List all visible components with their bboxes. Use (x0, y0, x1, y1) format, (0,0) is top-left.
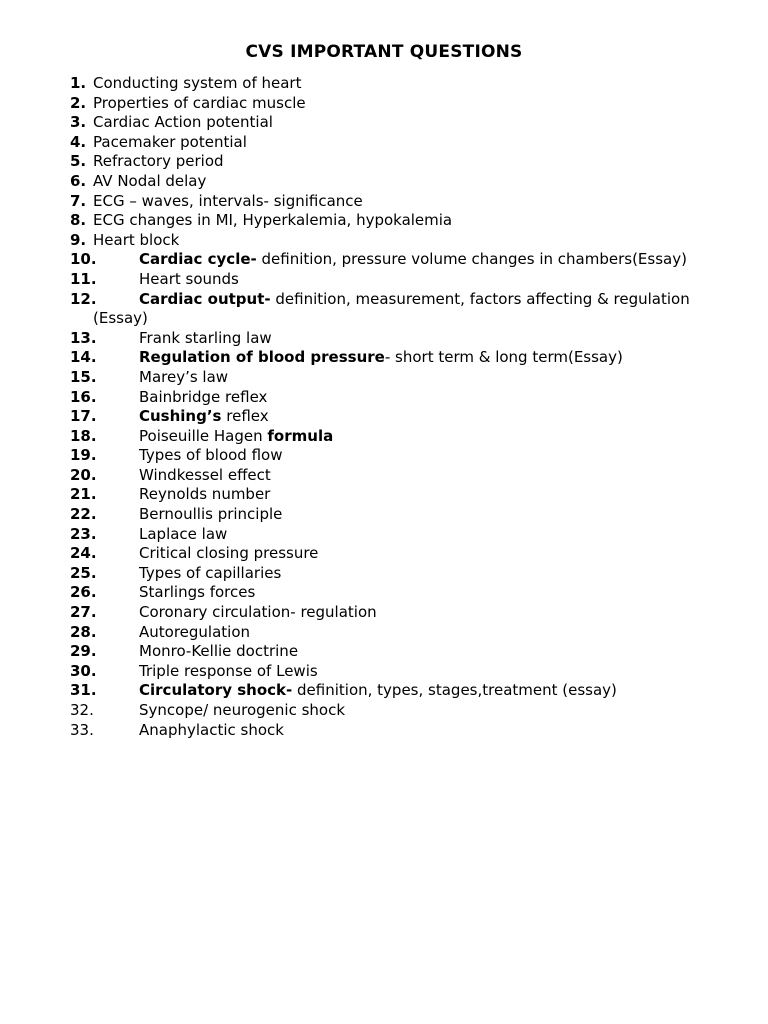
question-text-segment: Reynolds number (139, 485, 271, 504)
question-text (70, 231, 730, 251)
question-number: 21. (70, 485, 97, 504)
question-item (70, 152, 730, 172)
question-item (70, 623, 730, 643)
question-text-segment: Marey’s law (139, 367, 229, 386)
question-text (70, 466, 730, 486)
question-number: 15. (70, 367, 97, 386)
question-item (70, 505, 730, 525)
question-item (70, 113, 730, 133)
question-text-segment: Autoregulation (139, 622, 251, 641)
question-text (70, 192, 730, 212)
question-item (70, 583, 730, 603)
question-item (70, 172, 730, 192)
question-text-segment: Syncope/ neurogenic shock (139, 701, 346, 719)
question-text-segment: Bainbridge reflex (139, 387, 268, 406)
question-text (70, 152, 730, 172)
question-text (70, 368, 730, 388)
question-text (70, 407, 730, 427)
question-item (70, 446, 730, 466)
question-text-segment: Bernoullis principle (139, 505, 283, 524)
question-text (70, 270, 730, 290)
question-text-segment: definition, measurement, factors affecting & regulation (270, 289, 690, 308)
question-text-segment: AV Nodal delay (93, 171, 207, 190)
question-item (70, 721, 730, 741)
question-text (70, 94, 730, 114)
question-item (70, 466, 730, 486)
question-text (70, 172, 730, 192)
question-item (70, 329, 730, 349)
question-number: 8. (70, 211, 87, 230)
question-item (70, 407, 730, 427)
question-text (70, 485, 730, 505)
question-number: 14. (70, 348, 97, 367)
question-text-segment: Coronary circulation- regulation (139, 603, 377, 622)
question-text-continuation: (Essay) (93, 309, 148, 328)
question-item (70, 485, 730, 505)
question-text (70, 211, 730, 231)
question-text-bold: Circulatory shock- (139, 681, 293, 700)
question-text-segment: Refractory period (93, 152, 224, 171)
question-text-segment: Cardiac Action potential (93, 113, 273, 132)
question-text-segment: - short term & long term(Essay) (384, 348, 623, 367)
question-item (70, 544, 730, 564)
question-text (70, 329, 730, 349)
question-number: 13. (70, 328, 97, 347)
question-item (70, 427, 730, 447)
question-item (70, 564, 730, 584)
question-text-segment: reflex (221, 407, 269, 426)
question-text (70, 290, 730, 310)
question-item (70, 701, 730, 721)
question-item (70, 250, 730, 270)
question-number: 28. (70, 622, 97, 641)
question-item (70, 348, 730, 368)
question-text (70, 388, 730, 408)
question-number: 31. (70, 681, 97, 700)
question-number: 25. (70, 563, 97, 582)
question-text (70, 681, 730, 701)
question-number: 2. (70, 93, 87, 112)
question-text (70, 603, 730, 623)
question-text-segment: Types of blood flow (139, 446, 283, 465)
question-number: 27. (70, 603, 97, 622)
question-number: 16. (70, 387, 97, 406)
question-number: 22. (70, 505, 97, 524)
question-text (70, 623, 730, 643)
document-title: CVS IMPORTANT QUESTIONS (245, 42, 523, 62)
question-number: 20. (70, 465, 97, 484)
question-item (70, 94, 730, 114)
question-number: 6. (70, 171, 87, 190)
question-number: 33. (70, 720, 94, 739)
question-item (70, 133, 730, 153)
question-item (70, 211, 730, 231)
question-number: 18. (70, 426, 97, 445)
question-item (70, 525, 730, 545)
question-number: 19. (70, 446, 97, 465)
question-text (70, 446, 730, 466)
question-text (70, 642, 730, 662)
question-text-bold: formula (267, 426, 334, 445)
question-number: 4. (70, 132, 87, 151)
question-text-segment: Frank starling law (139, 328, 272, 347)
question-item (70, 388, 730, 408)
question-text-bold: Cardiac cycle- (139, 250, 257, 269)
question-number: 23. (70, 524, 97, 543)
question-text-segment: Poiseuille Hagen (139, 426, 268, 445)
question-text (70, 564, 730, 584)
question-text-segment: definition, types, stages,treatment (essay) (292, 681, 617, 700)
question-text (70, 250, 730, 270)
question-item (70, 681, 730, 701)
question-text-bold: Regulation of blood pressure (139, 348, 385, 367)
question-number: 10. (70, 250, 97, 269)
question-number: 30. (70, 661, 97, 680)
question-text-segment: Monro-Kellie doctrine (139, 642, 299, 661)
question-text-segment: Heart block (93, 230, 180, 249)
question-text (70, 701, 730, 721)
question-item (70, 270, 730, 290)
question-text (70, 74, 730, 94)
question-text-segment: Windkessel effect (139, 465, 271, 484)
question-text (70, 505, 730, 525)
question-text-segment: Pacemaker potential (93, 132, 247, 151)
question-number: 11. (70, 269, 97, 288)
question-text (70, 427, 730, 447)
question-item (70, 192, 730, 212)
question-number: 26. (70, 583, 97, 602)
question-text-segment: Conducting system of heart (93, 74, 302, 92)
question-item (70, 662, 730, 682)
question-number: 12. (70, 289, 97, 308)
question-text-segment: Triple response of Lewis (139, 661, 318, 680)
question-text-bold: Cushing’s (139, 407, 222, 426)
question-item (70, 603, 730, 623)
question-number: 5. (70, 152, 87, 171)
question-text-segment: Types of capillaries (139, 563, 282, 582)
question-number: 29. (70, 642, 97, 661)
question-item (70, 368, 730, 388)
question-item (70, 290, 730, 329)
question-text-segment: ECG changes in MI, Hyperkalemia, hypokalemia (93, 211, 453, 230)
question-text-segment: definition, pressure volume changes in chambers(Essay) (256, 250, 687, 269)
question-number: 9. (70, 230, 87, 249)
question-text (70, 544, 730, 564)
question-number: 1. (70, 74, 87, 92)
question-text-segment: Heart sounds (139, 269, 239, 288)
question-text (70, 721, 730, 741)
question-number: 17. (70, 407, 97, 426)
question-text-segment: Laplace law (139, 524, 228, 543)
question-list (70, 74, 730, 740)
question-text (70, 113, 730, 133)
question-text-segment: Critical closing pressure (139, 544, 319, 563)
question-item (70, 231, 730, 251)
question-number: 3. (70, 113, 87, 132)
question-text (70, 662, 730, 682)
question-item (70, 74, 730, 94)
question-number: 24. (70, 544, 97, 563)
question-number: 32. (70, 701, 94, 719)
question-text-segment: Starlings forces (139, 583, 256, 602)
question-text-segment: Anaphylactic shock (139, 720, 284, 739)
question-text-segment: Properties of cardiac muscle (93, 93, 306, 112)
question-text-bold: Cardiac output- (139, 289, 271, 308)
question-number: 7. (70, 191, 87, 210)
question-item (70, 642, 730, 662)
question-text-segment: ECG – waves, intervals- significance (93, 191, 363, 210)
question-text (70, 133, 730, 153)
question-text (70, 525, 730, 545)
question-text (70, 583, 730, 603)
question-text (70, 348, 730, 368)
